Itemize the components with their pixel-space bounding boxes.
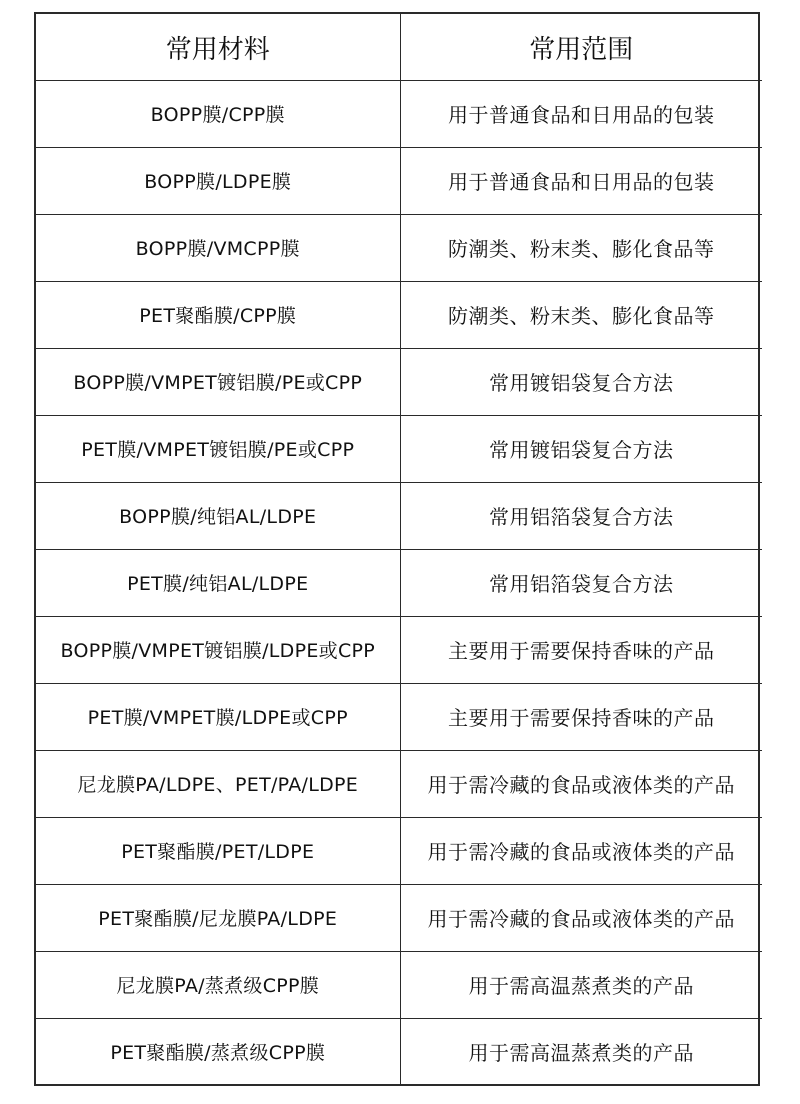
material-cell: PET膜/VMPET镀铝膜/PE或CPP — [36, 415, 400, 482]
material-cell: PET聚酯膜/蒸煮级CPP膜 — [36, 1018, 400, 1084]
usage-cell: 防潮类、粉末类、膨化食品等 — [400, 214, 762, 281]
table-row — [36, 817, 762, 884]
column-header-material: 常用材料 — [36, 14, 400, 81]
table-row — [36, 147, 762, 214]
materials-table-frame — [34, 12, 760, 1086]
material-cell: BOPP膜/VMPET镀铝膜/PE或CPP — [36, 348, 400, 415]
table-row — [36, 683, 762, 750]
table-row — [36, 348, 762, 415]
usage-cell: 常用铝箔袋复合方法 — [400, 549, 762, 616]
usage-cell: 用于需冷藏的食品或液体类的产品 — [400, 884, 762, 951]
usage-cell: 用于普通食品和日用品的包装 — [400, 81, 762, 148]
material-cell: PET聚酯膜/PET/LDPE — [36, 817, 400, 884]
usage-cell: 主要用于需要保持香味的产品 — [400, 683, 762, 750]
material-cell: PET聚酯膜/CPP膜 — [36, 281, 400, 348]
material-cell: BOPP膜/CPP膜 — [36, 81, 400, 148]
column-header-usage: 常用范围 — [400, 14, 762, 81]
usage-cell: 常用镀铝袋复合方法 — [400, 348, 762, 415]
usage-cell: 常用铝箔袋复合方法 — [400, 482, 762, 549]
table-row — [36, 549, 762, 616]
material-cell: 尼龙膜PA/蒸煮级CPP膜 — [36, 951, 400, 1018]
usage-cell: 用于需冷藏的食品或液体类的产品 — [400, 817, 762, 884]
table-row — [36, 482, 762, 549]
usage-cell: 用于需高温蒸煮类的产品 — [400, 951, 762, 1018]
usage-cell: 用于普通食品和日用品的包装 — [400, 147, 762, 214]
table-row — [36, 281, 762, 348]
usage-cell: 用于需高温蒸煮类的产品 — [400, 1018, 762, 1084]
table-row — [36, 214, 762, 281]
material-cell: PET膜/VMPET膜/LDPE或CPP — [36, 683, 400, 750]
material-cell: PET聚酯膜/尼龙膜PA/LDPE — [36, 884, 400, 951]
table-row — [36, 951, 762, 1018]
table-row — [36, 81, 762, 148]
material-cell: BOPP膜/LDPE膜 — [36, 147, 400, 214]
usage-cell: 防潮类、粉末类、膨化食品等 — [400, 281, 762, 348]
table-row — [36, 1018, 762, 1084]
usage-cell: 常用镀铝袋复合方法 — [400, 415, 762, 482]
table-row — [36, 415, 762, 482]
material-cell: BOPP膜/纯铝AL/LDPE — [36, 482, 400, 549]
material-cell: 尼龙膜PA/LDPE、PET/PA/LDPE — [36, 750, 400, 817]
usage-cell: 用于需冷藏的食品或液体类的产品 — [400, 750, 762, 817]
materials-table — [36, 14, 762, 1084]
material-cell: BOPP膜/VMCPP膜 — [36, 214, 400, 281]
table-header-row — [36, 14, 762, 81]
table-row — [36, 750, 762, 817]
material-cell: BOPP膜/VMPET镀铝膜/LDPE或CPP — [36, 616, 400, 683]
usage-cell: 主要用于需要保持香味的产品 — [400, 616, 762, 683]
table-row — [36, 616, 762, 683]
material-cell: PET膜/纯铝AL/LDPE — [36, 549, 400, 616]
table-row — [36, 884, 762, 951]
